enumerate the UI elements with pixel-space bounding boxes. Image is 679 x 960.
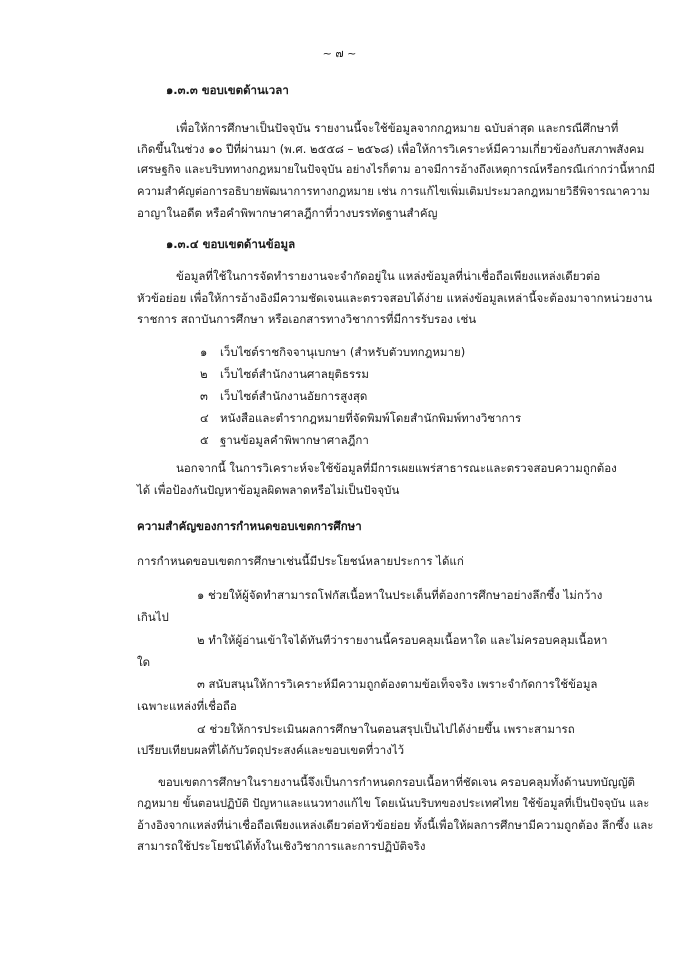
section-heading-time: ๑.๓.๓ ขอบเขตด้านเวลา bbox=[166, 83, 289, 97]
paragraph-line: เกิดขึ้นในช่วง ๑๐ ปีที่ผ่านมา (พ.ศ. ๒๕๕๘ – ๒๕๖๘) เพื่อให้การวิเคราะห์มีความเกี่ยวข้องกับสภาพสังคม bbox=[137, 142, 645, 156]
importance-item-continuation: ใด bbox=[137, 655, 151, 669]
list-item: ๒ เว็บไซต์สำนักงานศาลยุติธรรม bbox=[200, 367, 369, 381]
page-number: ~ ๗ ~ bbox=[322, 47, 357, 60]
importance-item: ๑ ช่วยให้ผู้จัดทำสามารถโฟกัสเนื้อหาในประเด็นที่ต้องการศึกษาอย่างลึกซึ้ง ไม่กว้าง bbox=[197, 588, 603, 602]
section-heading-importance: ความสำคัญของการกำหนดขอบเขตการศึกษา bbox=[137, 519, 362, 533]
list-item: ๕ ฐานข้อมูลคำพิพากษาศาลฎีกา bbox=[200, 433, 369, 447]
paragraph-line: หัวข้อย่อย เพื่อให้การอ้างอิงมีความชัดเจนและตรวจสอบได้ง่าย แหล่งข้อมูลเหล่านี้จะต้องมาจากหน่วยงาน bbox=[137, 291, 653, 305]
paragraph-line: กฎหมาย ขั้นตอนปฏิบัติ ปัญหาและแนวทางแก้ไข โดยเน้นบริบทของประเทศไทย ใช้ข้อมูลที่เป็นปัจจุบัน และ bbox=[137, 797, 650, 810]
paragraph-line: อ้างอิงจากแหล่งที่น่าเชื่อถือเพียงแหล่งเดียวต่อหัวข้อย่อย ทั้งนี้เพื่อให้ผลการศึกษามีความถูกต้อง ลึกซึ้ง และ bbox=[137, 818, 654, 832]
importance-item-continuation: เกินไป bbox=[137, 610, 169, 624]
section-heading-data: ๑.๓.๔ ขอบเขตด้านข้อมูล bbox=[166, 237, 296, 251]
paragraph-line: เศรษฐกิจ และบริบททางกฎหมายในปัจจุบัน อย่างไรก็ตาม อาจมีการอ้างถึงเหตุการณ์หรือกรณีเก่ากว่านี้หากมี bbox=[137, 163, 655, 176]
paragraph-line: การกำหนดขอบเขตการศึกษาเช่นนี้มีประโยชน์หลายประการ ได้แก่ bbox=[137, 554, 464, 568]
paragraph-line: ขอบเขตการศึกษาในรายงานนี้จึงเป็นการกำหนดกรอบเนื้อหาที่ชัดเจน ครอบคลุมทั้งด้านบทบัญญัติ bbox=[158, 775, 635, 789]
list-item: ๓ เว็บไซต์สำนักงานอัยการสูงสุด bbox=[200, 389, 368, 403]
list-item: ๔ หนังสือและตำรากฎหมายที่จัดพิมพ์โดยสำนักพิมพ์ทางวิชาการ bbox=[200, 411, 522, 425]
importance-item-continuation: เฉพาะแหล่งที่เชื่อถือ bbox=[137, 699, 237, 713]
paragraph-line: เพื่อให้การศึกษาเป็นปัจจุบัน รายงานนี้จะใช้ข้อมูลจากกฎหมาย ฉบับล่าสุด และกรณีศึกษาที่ bbox=[176, 121, 619, 135]
importance-item: ๒ ทำให้ผู้อ่านเข้าใจได้ทันทีว่ารายงานนี้ครอบคลุมเนื้อหาใด และไม่ครอบคลุมเนื้อหา bbox=[197, 633, 608, 647]
source-list bbox=[200, 341, 521, 451]
importance-item: ๔ ช่วยให้การประเมินผลการศึกษาในตอนสรุปเป็นไปได้ง่ายขึ้น เพราะสามารถ bbox=[197, 722, 575, 736]
paragraph-line: นอกจากนี้ ในการวิเคราะห์จะใช้ข้อมูลที่มีการเผยแพร่สาธารณะและตรวจสอบความถูกต้อง bbox=[176, 461, 617, 475]
paragraph-line: ได้ เพื่อป้องกันปัญหาข้อมูลผิดพลาดหรือไม่เป็นปัจจุบัน bbox=[137, 483, 400, 497]
importance-item-continuation: เปรียบเทียบผลที่ได้กับวัตถุประสงค์และขอบเขตที่วางไว้ bbox=[137, 743, 405, 757]
paragraph-line: อาญาในอดีต หรือคำพิพากษาศาลฎีกาที่วางบรรทัดฐานสำคัญ bbox=[137, 206, 438, 220]
paragraph-line: ความสำคัญต่อการอธิบายพัฒนาการทางกฎหมาย เช่น การแก้ไขเพิ่มเติมประมวลกฎหมายวิธีพิจารณาความ bbox=[137, 185, 650, 198]
importance-item: ๓ สนับสนุนให้การวิเคราะห์มีความถูกต้องตามข้อเท็จจริง เพราะจำกัดการใช้ข้อมูล bbox=[197, 677, 598, 691]
list-item: ๑ เว็บไซต์ราชกิจจานุเบกษา (สำหรับตัวบทกฎหมาย) bbox=[200, 345, 466, 359]
paragraph-line: ราชการ สถาบันการศึกษา หรือเอกสารทางวิชาการที่มีการรับรอง เช่น bbox=[137, 312, 477, 326]
paragraph-line: ข้อมูลที่ใช้ในการจัดทำรายงานจะจำกัดอยู่ใน แหล่งข้อมูลที่น่าเชื่อถือเพียงแหล่งเดียวต่อ bbox=[176, 269, 601, 283]
paragraph-line: สามารถใช้ประโยชน์ได้ทั้งในเชิงวิชาการและการปฏิบัติจริง bbox=[137, 839, 426, 853]
